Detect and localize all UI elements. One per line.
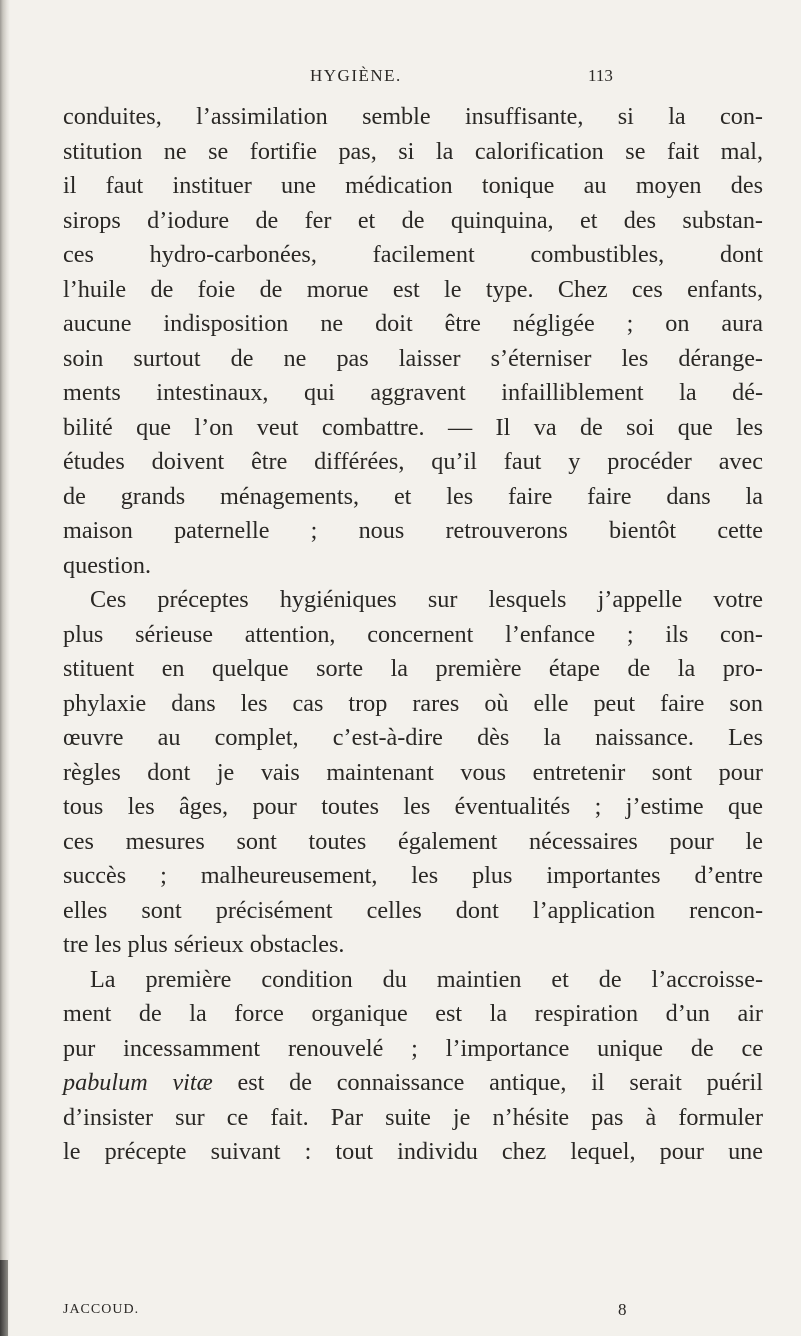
text-line-pabulum xyxy=(63,1066,763,1101)
printer-signature: JACCOUD. xyxy=(63,1302,140,1317)
text-line: conduites, l’assimilation semble insuffisante, si la con- xyxy=(63,103,763,130)
text-line-rest: est de connaissance antique, il serait puéril xyxy=(212,1069,763,1096)
text-line: ment de la force organique est la respiration d’un air xyxy=(63,1000,763,1027)
text-line: stituent en quelque sorte la première étape de la pro- xyxy=(63,655,763,682)
page-number: 113 xyxy=(588,66,613,85)
text-line: maison paternelle ; nous retrouverons bientôt cette xyxy=(63,517,763,544)
text-line: d’insister sur ce fait. Par suite je n’hésite pas à formuler xyxy=(63,1103,763,1131)
text-line: ments intestinaux, qui aggravent infailliblement la dé- xyxy=(63,379,763,406)
paragraph-end-line: tre les plus sérieux obstacles. xyxy=(63,931,345,958)
text-line: il faut instituer une médication tonique au moyen des xyxy=(63,172,763,199)
text-line: de grands ménagements, et les faire faire dans la xyxy=(63,482,763,510)
text-line: soin surtout de ne pas laisser s’éterniser les dérange- xyxy=(63,344,763,372)
latin-phrase: pabulum vitæ xyxy=(63,1069,213,1096)
signature-mark: 8 xyxy=(618,1300,627,1319)
text-line: études doivent être différées, qu’il faut y procéder avec xyxy=(63,448,763,475)
text-line: pur incessamment renouvelé ; l’importance unique de ce xyxy=(63,1034,763,1062)
text-line: tous les âges, pour toutes les éventualités ; j’estime que xyxy=(63,793,763,820)
paragraph-start-line: Ces préceptes hygiéniques sur lesquels j’appelle votre xyxy=(90,586,763,613)
text-line: elles sont précisément celles dont l’application rencon- xyxy=(63,896,763,924)
text-line: le précepte suivant : tout individu chez lequel, pour une xyxy=(63,1138,763,1165)
text-line: stitution ne se fortifie pas, si la calorification se fait mal, xyxy=(63,137,763,165)
page-footer xyxy=(63,1302,743,1324)
page-header xyxy=(270,66,770,90)
page-binding-edge xyxy=(0,0,10,1336)
body-text xyxy=(63,100,763,1170)
text-line: phylaxie dans les cas trop rares où elle peut faire son xyxy=(63,689,763,717)
text-line: l’huile de foie de morue est le type. Chez ces enfants, xyxy=(63,275,763,303)
paragraph-start-line: La première condition du maintien et de l’accroisse- xyxy=(90,965,763,993)
text-line: ces hydro-carbonées, facilement combustibles, dont xyxy=(63,241,763,268)
paragraph-end-line: question. xyxy=(63,551,152,579)
text-line: aucune indisposition ne doit être négligée ; on aura xyxy=(63,310,763,337)
text-line: plus sérieuse attention, concernent l’enfance ; ils con- xyxy=(63,620,763,648)
running-head: HYGIÈNE. xyxy=(310,66,402,85)
text-line: sirops d’iodure de fer et de quinquina, et des substan- xyxy=(63,206,763,234)
text-line: règles dont je vais maintenant vous entretenir sont pour xyxy=(63,758,763,786)
text-line: succès ; malheureusement, les plus importantes d’entre xyxy=(63,862,763,889)
text-line: ces mesures sont toutes également nécessaires pour le xyxy=(63,827,763,855)
text-line: œuvre au complet, c’est-à-dire dès la naissance. Les xyxy=(63,724,763,751)
page-binding-shadow xyxy=(0,1260,8,1336)
text-line: bilité que l’on veut combattre. — Il va de soi que les xyxy=(63,413,763,441)
